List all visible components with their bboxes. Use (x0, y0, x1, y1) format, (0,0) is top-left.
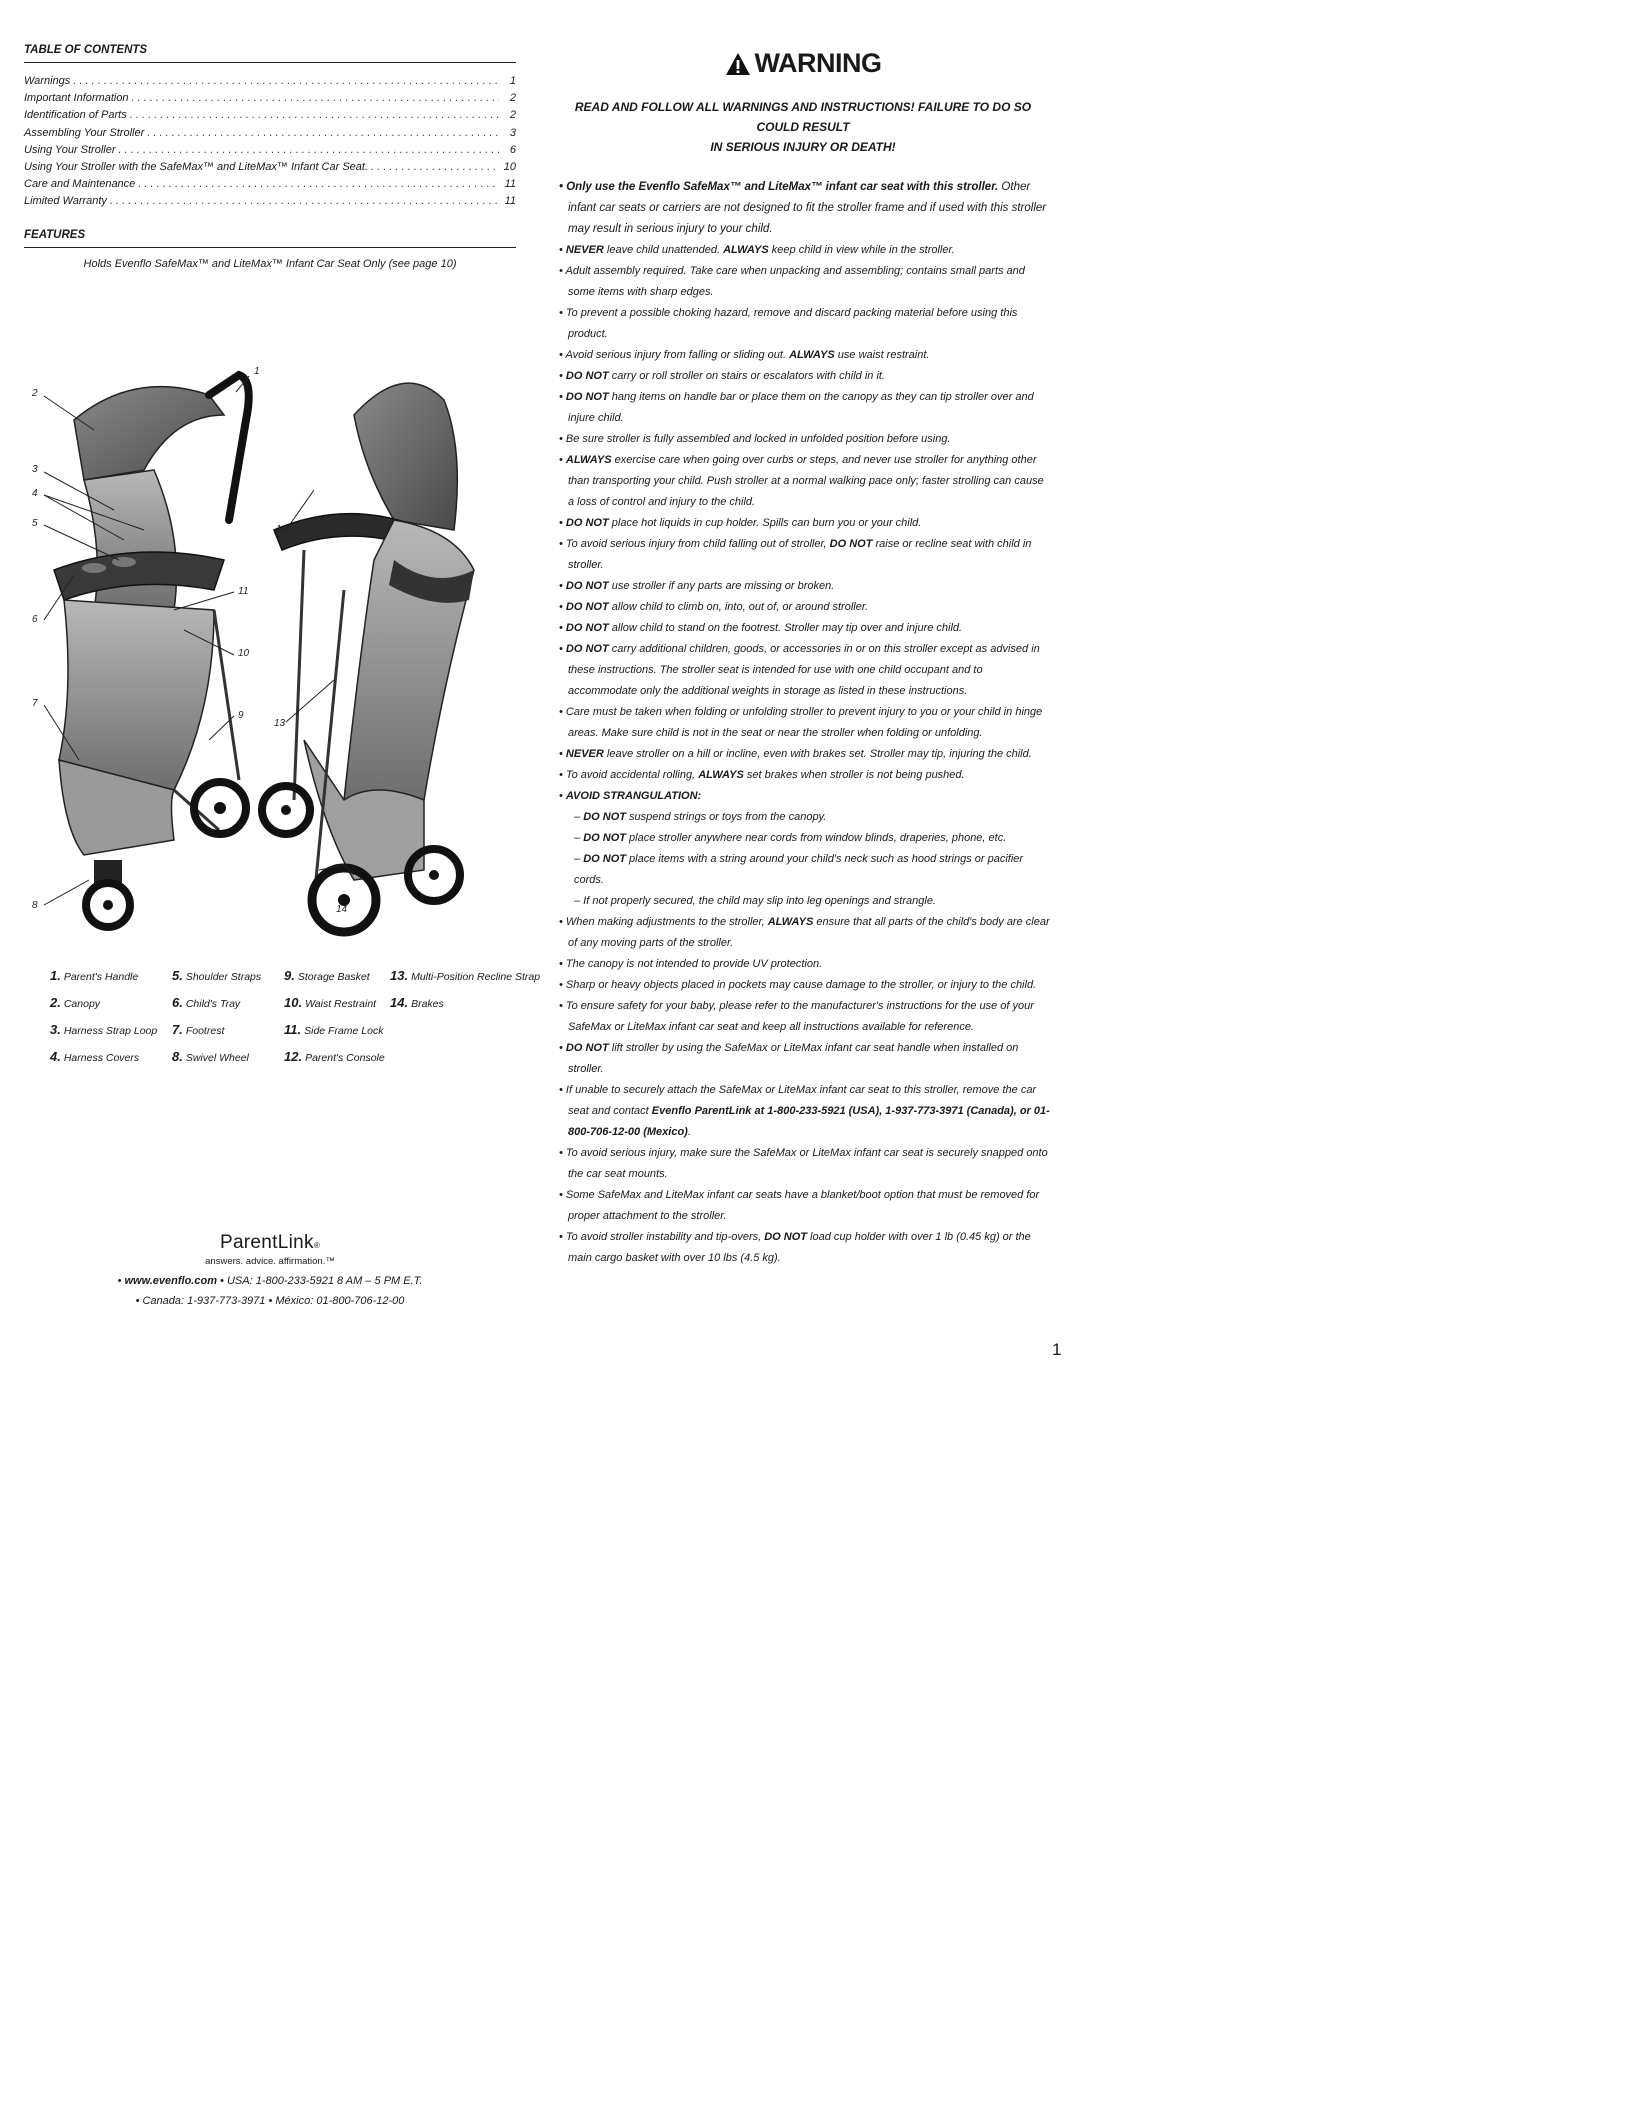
warning-item: • Only use the Evenflo SafeMax™ and LiteMax™ infant car seat with this stroller. Other infant car seats or carriers are not designed to fit the stroller frame and if used with this stroller may result in serious injury to your child. (559, 181, 1047, 235)
parts-legend (50, 968, 541, 1064)
warning-emphasis: Evenflo ParentLink at 1-800-233-5921 (USA), 1-937-773-3971 (Canada), or 01-800-706-12-00 (Mexico) (568, 1105, 1050, 1138)
callout-5: 5 (32, 518, 38, 529)
warning-item: • To avoid stroller instability and tip-overs, DO NOT load cup holder with over 1 lb (0.45 kg) or the main cargo basket with over 10 lbs (4.5 kg). (559, 1231, 1031, 1264)
toc-entry-page: 2 (509, 109, 516, 122)
warning-text: load cup holder with over 1 lb (0.45 kg) or the main cargo basket with over 10 lbs (4.5 kg). (568, 1231, 1031, 1264)
callout-13: 13 (274, 718, 286, 729)
warning-text: The canopy is not intended to provide UV protection. (565, 958, 823, 970)
warning-text: set brakes when stroller is not being pushed. (743, 769, 965, 781)
warning-emphasis: DO NOT (565, 1042, 609, 1054)
part-item: 3. Harness Strap Loop (50, 1022, 158, 1037)
callout-6: 6 (32, 614, 38, 625)
callout-4: 4 (32, 488, 38, 499)
toc-entry-title: Limited Warranty (24, 195, 107, 208)
warning-text: hang items on handle bar or place them on the canopy as they can tip stroller over and injure child. (568, 391, 1034, 424)
warning-emphasis: DO NOT (583, 853, 626, 865)
warning-item: • To ensure safety for your baby, please refer to the manufacturer's instructions for the use of your SafeMax or LiteMax infant car seat and keep all instructions available for reference. (559, 1000, 1034, 1033)
warning-emphasis: DO NOT (565, 580, 609, 592)
warning-emphasis: DO NOT (583, 832, 626, 844)
callout-1: 1 (254, 366, 260, 377)
toc-leader (132, 90, 499, 107)
right-column (556, 48, 1050, 1269)
part-item: 1. Parent's Handle (50, 968, 139, 983)
warning-text: allow child to climb on, into, out of, or around stroller. (608, 601, 869, 613)
toc-leader (371, 159, 499, 176)
part-item: 13. Multi-Position Recline Strap (390, 968, 541, 983)
warning-text: place stroller anywhere near cords from window blinds, draperies, phone, etc. (625, 832, 1007, 844)
part-item: 5. Shoulder Straps (172, 968, 262, 983)
warning-subitem (556, 807, 1050, 828)
warning-item: • To prevent a possible choking hazard, remove and discard packing material before using this product. (559, 307, 1018, 340)
warning-emphasis: ALWAYS (565, 454, 612, 466)
evenflo-website-link[interactable]: www.evenflo.com (124, 1275, 217, 1287)
warning-subtitle: READ AND FOLLOW ALL WARNINGS AND INSTRUCTIONS! FAILURE TO DO SO COULD RESULT IN SERIOUS INJURY OR DEATH! (574, 100, 1032, 154)
callout-10: 10 (238, 648, 250, 659)
warning-text: leave stroller on a hill or incline, even with brakes set. Stroller may tip, injuring the child. (603, 748, 1032, 760)
warning-triangle-icon (725, 52, 751, 76)
parentlink-tagline: answers. advice. affirmation.™ (205, 1256, 335, 1267)
warning-text: exercise care when going over curbs or steps, and never use stroller for anything other than transporting your child. Push stroller at a normal walking pace only; faster strolling can cause a loss of control and injury to the child. (568, 454, 1044, 508)
warning-item: • To avoid accidental rolling, ALWAYS set brakes when stroller is not being pushed. (559, 769, 965, 781)
front-stroller-drawing (54, 375, 249, 927)
warning-text: place hot liquids in cup holder. Spills can burn you or your child. (608, 517, 922, 529)
warning-subitem (556, 849, 1050, 891)
warning-item: • AVOID STRANGULATION: (559, 790, 702, 802)
warning-emphasis: Only use the Evenflo SafeMax™ and LiteMax™ infant car seat with this stroller. (566, 181, 999, 193)
warning-text: Care must be taken when folding or unfolding stroller to prevent injury to you or your child in hinge areas. Make sure child is not in the seat or near the stroller when folding or unfolding. (565, 706, 1043, 739)
warning-text: ensure that all parts of the child's body are clear of any moving parts of the stroller. (568, 916, 1050, 949)
warning-item: • The canopy is not intended to provide UV protection. (559, 958, 823, 970)
warning-emphasis: AVOID STRANGULATION: (565, 790, 702, 802)
toc-entry-page: 10 (503, 160, 516, 173)
toc-leader (73, 73, 499, 90)
parentlink-block (24, 1232, 516, 1307)
toc-entry-page: 6 (509, 143, 516, 156)
warning-text: suspend strings or toys from the canopy. (625, 811, 827, 823)
warning-text: To avoid accidental rolling, (565, 769, 699, 781)
left-column (24, 44, 516, 270)
warning-text: To prevent a possible choking hazard, remove and discard packing material before using this product. (565, 307, 1018, 340)
warning-text: Adult assembly required. Take care when unpacking and assembling; contains small parts and some items with sharp edges. (565, 265, 1025, 298)
warning-text: lift stroller by using the SafeMax or LiteMax infant car seat handle when installed on stroller. (568, 1042, 1019, 1075)
warning-emphasis: DO NOT (565, 517, 609, 529)
callout-12: 12 (276, 524, 288, 535)
warning-text: allow child to stand on the footrest. Stroller may tip over and injure child. (608, 622, 963, 634)
warning-subitem (556, 828, 1050, 849)
toc-leader (119, 142, 499, 159)
page-number: 1 (1052, 1340, 1062, 1359)
warning-text: raise or recline seat with child in stroller. (568, 538, 1032, 571)
warning-item: • Some SafeMax and LiteMax infant car seats have a blanket/boot option that must be removed for proper attachment to the stroller. (559, 1189, 1040, 1222)
part-item: 12. Parent's Console (284, 1049, 385, 1064)
toc-entry-page: 11 (504, 195, 516, 208)
part-item: 14. Brakes (390, 995, 444, 1010)
part-item: 6. Child's Tray (172, 995, 241, 1010)
toc-entry-title: Using Your Stroller with the SafeMax™ and LiteMax™ Infant Car Seat. (24, 160, 369, 173)
toc-entry[interactable] (24, 90, 516, 107)
warning-item: • DO NOT use stroller if any parts are missing or broken. (559, 580, 835, 592)
warning-text: To avoid serious injury from child falling out of stroller, (565, 538, 830, 550)
stroller-illustration (24, 360, 516, 960)
warning-text: – (574, 853, 584, 865)
toc-list (24, 73, 516, 211)
warning-item: • NEVER leave stroller on a hill or incline, even with brakes set. Stroller may tip, injuring the child. (559, 748, 1032, 760)
warning-item: • If unable to securely attach the SafeMax or LiteMax infant car seat to this stroller, remove the car seat and contact Evenflo ParentLink at 1-800-233-5921 (USA), 1-937-773-3971 (Canada), or 01-800-706-12-00 (Mexico). (559, 1084, 1050, 1138)
warning-text: . (687, 1126, 691, 1138)
warning-text: use stroller if any parts are missing or broken. (608, 580, 835, 592)
toc-entry-title: Warnings (24, 75, 71, 87)
part-item: 9. Storage Basket (284, 968, 370, 983)
toc-entry-page: 3 (509, 126, 516, 139)
warning-text: Sharp or heavy objects placed in pockets may cause damage to the stroller, or injury to the child. (565, 979, 1037, 991)
warning-text: carry additional children, goods, or accessories in or on this stroller except as advised in these instructions. The stroller seat is intended for use with one child occupant and to accommodate only the additional weights in storage as listed in these instructions. (568, 643, 1040, 697)
warning-subitem (556, 891, 1050, 912)
toc-entry[interactable] (24, 125, 516, 142)
warning-item: • Sharp or heavy objects placed in pockets may cause damage to the stroller, or injury to the child. (559, 979, 1037, 991)
warning-item: • DO NOT hang items on handle bar or place them on the canopy as they can tip stroller over and injure child. (559, 391, 1034, 424)
warning-item: • DO NOT allow child to stand on the footrest. Stroller may tip over and injure child. (559, 622, 963, 634)
toc-entry[interactable] (24, 73, 516, 90)
warning-emphasis: ALWAYS (723, 244, 769, 256)
warning-text: carry or roll stroller on stairs or escalators with child in it. (608, 370, 886, 382)
parentlink-contact-intl: • Canada: 1-937-773-3971 • México: 01-800-706-12-00 (135, 1295, 405, 1307)
warning-emphasis: ALWAYS (789, 349, 835, 361)
part-item: 11. Side Frame Lock (284, 1022, 384, 1037)
warning-item: • To avoid serious injury from child falling out of stroller, DO NOT raise or recline seat with child in stroller. (559, 538, 1032, 571)
toc-entry[interactable] (24, 193, 516, 210)
part-item: 10. Waist Restraint (284, 995, 377, 1010)
warning-text: – (574, 832, 584, 844)
warning-item: • DO NOT place hot liquids in cup holder. Spills can burn you or your child. (559, 517, 922, 529)
features-caption: Holds Evenflo SafeMax™ and LiteMax™ Infant Car Seat Only (see page 10) (83, 257, 457, 270)
warning-text: use waist restraint. (834, 349, 930, 361)
part-item (390, 1049, 520, 1064)
warning-text: To avoid serious injury, make sure the SafeMax or LiteMax infant car seat is securely snapped onto the car seat mounts. (565, 1147, 1048, 1180)
part-item: 4. Harness Covers (50, 1049, 140, 1064)
callout-9: 9 (238, 710, 244, 721)
toc-entry[interactable] (24, 142, 516, 159)
callout-2: 2 (32, 388, 38, 399)
features-heading: FEATURES (24, 229, 516, 248)
toc-entry-title: Important Information (24, 92, 129, 105)
toc-leader (130, 107, 499, 124)
warning-text: Be sure stroller is fully assembled and locked in unfolded position before using. (565, 433, 951, 445)
part-item (390, 1022, 520, 1037)
warning-item: • To avoid serious injury, make sure the SafeMax or LiteMax infant car seat is securely snapped onto the car seat mounts. (559, 1147, 1048, 1180)
warning-emphasis: NEVER (565, 748, 604, 760)
warning-emphasis: DO NOT (565, 370, 609, 382)
warning-text: To ensure safety for your baby, please refer to the manufacturer's instructions for the use of your SafeMax or LiteMax infant car seat and keep all instructions available for reference. (565, 1000, 1034, 1033)
warning-item: • NEVER leave child unattended. ALWAYS keep child in view while in the stroller. (559, 244, 955, 256)
warning-emphasis: NEVER (565, 244, 604, 256)
toc-entry-page: 11 (504, 178, 516, 191)
warning-text: leave child unattended. (603, 244, 724, 256)
warning-text: keep child in view while in the stroller. (768, 244, 955, 256)
warning-item: • Care must be taken when folding or unfolding stroller to prevent injury to you or your child in hinge areas. Make sure child is not in the seat or near the stroller when folding or unfolding. (559, 706, 1043, 739)
toc-entry-page: 2 (509, 92, 516, 105)
toc-leader (110, 193, 499, 210)
callout-11: 11 (238, 586, 249, 597)
toc-entry-title: Assembling Your Stroller (24, 126, 145, 139)
warning-text: When making adjustments to the stroller, (565, 916, 768, 928)
warning-text: Some SafeMax and LiteMax infant car seats have a blanket/boot option that must be removed for proper attachment to the stroller. (565, 1189, 1040, 1222)
warning-emphasis: ALWAYS (767, 916, 814, 928)
callout-14: 14 (336, 904, 348, 915)
toc-entry[interactable] (24, 176, 516, 193)
warning-list (556, 177, 1050, 1269)
warning-item: • Adult assembly required. Take care when unpacking and assembling; contains small parts and some items with sharp edges. (559, 265, 1025, 298)
warning-emphasis: DO NOT (565, 601, 609, 613)
warning-emphasis: DO NOT (764, 1231, 807, 1243)
toc-entry-title: Identification of Parts (24, 109, 127, 122)
warning-item: • ALWAYS exercise care when going over curbs or steps, and never use stroller for anything other than transporting your child. Push stroller at a normal walking pace only; faster strolling can cause a loss of control and injury to the child. (559, 454, 1044, 508)
warning-text: – If not properly secured, the child may slip into leg openings and strangle. (574, 895, 936, 907)
parentlink-logo: ParentLink® (219, 1232, 321, 1253)
warning-emphasis: DO NOT (829, 538, 873, 550)
warning-item: • Avoid serious injury from falling or sliding out. ALWAYS use waist restraint. (559, 349, 930, 361)
part-item: 8. Swivel Wheel (172, 1049, 249, 1064)
callout-7: 7 (32, 698, 38, 709)
warning-title: WARNING (556, 48, 1050, 79)
toc-heading: TABLE OF CONTENTS (24, 44, 516, 63)
warning-emphasis: DO NOT (565, 391, 609, 403)
toc-entry[interactable] (24, 159, 516, 176)
warning-item: • Be sure stroller is fully assembled and locked in unfolded position before using. (559, 433, 951, 445)
toc-leader (147, 125, 499, 142)
warning-emphasis: DO NOT (583, 811, 626, 823)
warning-text: – (574, 811, 584, 823)
toc-leader (138, 176, 499, 193)
warning-item: • DO NOT allow child to climb on, into, out of, or around stroller. (559, 601, 869, 613)
toc-entry-title: Care and Maintenance (24, 178, 136, 191)
warning-item: • DO NOT carry additional children, goods, or accessories in or on this stroller except as advised in these instructions. The stroller seat is intended for use with one child occupant and to accommodate only the additional weights in storage as listed in these instructions. (559, 643, 1040, 697)
warning-emphasis: DO NOT (565, 643, 609, 655)
warning-text: Other infant car seats or carriers are not designed to fit the stroller frame and if used with this stroller may result in serious injury to your child. (568, 181, 1047, 235)
warning-emphasis: ALWAYS (698, 769, 744, 781)
warning-item: • DO NOT lift stroller by using the SafeMax or LiteMax infant car seat handle when installed on stroller. (559, 1042, 1019, 1075)
callout-3: 3 (32, 464, 38, 475)
toc-entry-page: 1 (509, 75, 516, 87)
part-item: 2. Canopy (50, 995, 101, 1010)
callout-8: 8 (32, 900, 38, 911)
warning-text: If unable to securely attach the SafeMax or LiteMax infant car seat to this stroller, remove the car seat and contact (565, 1084, 1037, 1117)
warning-text: place items with a string around your child's neck such as hood strings or pacifier cords. (574, 853, 1024, 886)
rear-stroller-drawing (262, 383, 474, 932)
warning-text: Avoid serious injury from falling or sliding out. (565, 349, 790, 361)
part-item: 7. Footrest (172, 1022, 225, 1037)
warning-item: • DO NOT carry or roll stroller on stairs or escalators with child in it. (559, 370, 886, 382)
warning-text: To avoid stroller instability and tip-overs, (565, 1231, 765, 1243)
warning-item: • When making adjustments to the stroller, ALWAYS ensure that all parts of the child's body are clear of any moving parts of the stroller. (559, 916, 1050, 949)
warning-emphasis: DO NOT (565, 622, 609, 634)
toc-entry-title: Using Your Stroller (24, 143, 116, 156)
toc-entry[interactable] (24, 107, 516, 124)
parentlink-contact-usa: • www.evenflo.com • USA: 1-800-233-5921 8 AM – 5 PM E.T. (117, 1275, 423, 1287)
